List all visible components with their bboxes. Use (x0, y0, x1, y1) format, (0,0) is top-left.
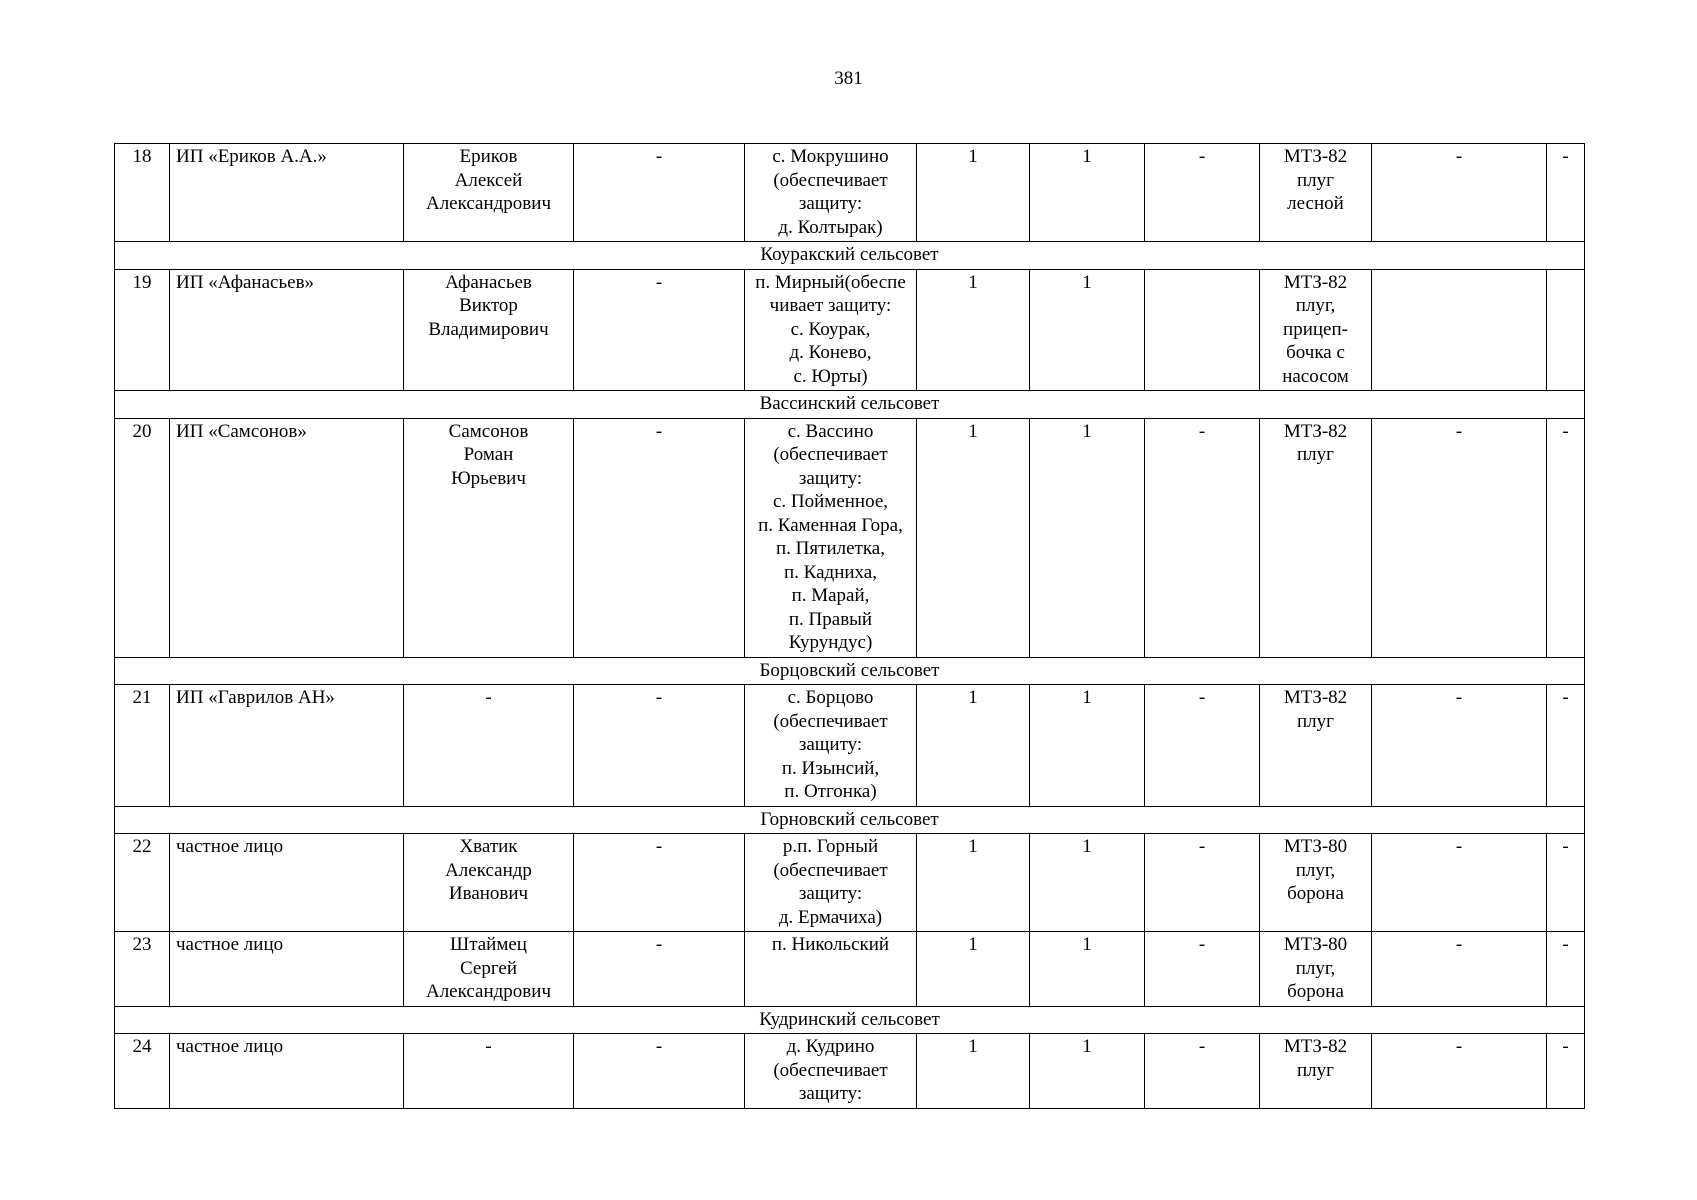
column-6-value: 1 (917, 685, 1030, 807)
location-line: д. Ермачиха) (778, 906, 883, 928)
column-4-value: - (574, 144, 745, 242)
contact-person-line: Александр (445, 859, 532, 881)
location (745, 1034, 917, 1109)
column-7-value: 1 (1030, 1034, 1145, 1109)
column-11-value: - (1547, 932, 1585, 1007)
contact-person-line: Самсонов (448, 420, 529, 442)
column-10-value: - (1372, 834, 1547, 932)
column-6-value: 1 (917, 834, 1030, 932)
equipment-line: МТЗ-80 (1283, 934, 1348, 955)
equipment (1260, 685, 1372, 807)
table-row (115, 932, 1585, 1007)
column-6-value: 1 (917, 144, 1030, 242)
contact-person-line: - (485, 687, 492, 708)
location-line: с. Коурак, (790, 318, 871, 340)
column-4-value: - (574, 269, 745, 391)
location (745, 269, 917, 391)
location-line: с. Вассино (787, 420, 874, 442)
contact-person-line: Сергей (460, 957, 517, 979)
contact-person-line: Александрович (425, 193, 552, 214)
location-line: п. Изынсий, (781, 757, 880, 779)
contact-person (404, 685, 574, 807)
equipment (1260, 144, 1372, 242)
equipment-line: плуг (1297, 169, 1334, 191)
contact-person-line: Александрович (425, 981, 552, 1002)
contact-person (404, 418, 574, 657)
equipment-line: борона (1287, 981, 1344, 1002)
column-8-value: - (1145, 932, 1260, 1007)
section-header-row (115, 806, 1585, 834)
organization-name: частное лицо (170, 932, 404, 1007)
location (745, 144, 917, 242)
equipment-line: плуг (1297, 710, 1334, 732)
table-row (115, 834, 1585, 932)
section-title: Кудринский сельсовет (115, 1006, 1585, 1034)
column-7-value: 1 (1030, 834, 1145, 932)
location-line: с. Пойменное, (772, 491, 889, 512)
column-8-value: - (1145, 144, 1260, 242)
location-line: Курундус) (788, 632, 873, 653)
contact-person-line: Хватик (459, 836, 518, 857)
location (745, 418, 917, 657)
equipment-line: прицеп- (1283, 318, 1348, 340)
location-line: (обеспечивает (773, 444, 888, 465)
contact-person (404, 932, 574, 1007)
column-7-value: 1 (1030, 144, 1145, 242)
contact-person-line: Владимирович (428, 318, 549, 340)
equipment-line: МТЗ-80 (1283, 836, 1348, 857)
location-line: п. Пятилетка, (776, 538, 885, 559)
section-title: Борцовский сельсовет (115, 657, 1585, 685)
location (745, 834, 917, 932)
row-number: 22 (115, 834, 170, 932)
organization-name: ИП «Самсонов» (170, 418, 404, 657)
location-line: с. Мокрушино (772, 146, 889, 167)
column-4-value: - (574, 932, 745, 1007)
location-line: (обеспечивает (773, 859, 888, 881)
column-11-value (1547, 269, 1585, 391)
equipment-line: МТЗ-82 (1283, 271, 1348, 293)
location (745, 932, 917, 1007)
organization-name: частное лицо (170, 834, 404, 932)
location-line: п. Каменная Гора, (758, 514, 903, 536)
column-6-value: 1 (917, 1034, 1030, 1109)
equipment-line: борона (1287, 883, 1344, 904)
equipment-line: лесной (1287, 193, 1344, 214)
column-10-value: - (1372, 418, 1547, 657)
section-title: Вассинский сельсовет (115, 391, 1585, 419)
section-title: Горновский сельсовет (115, 806, 1585, 834)
row-number: 23 (115, 932, 170, 1007)
row-number: 19 (115, 269, 170, 391)
location-line: (обеспечивает (773, 1059, 888, 1081)
location-line: д. Кудрино (786, 1036, 875, 1057)
location-line: (обеспечивает (773, 710, 888, 732)
column-6-value: 1 (917, 418, 1030, 657)
page-number: 381 (834, 68, 863, 89)
row-number: 21 (115, 685, 170, 807)
section-header-row (115, 657, 1585, 685)
column-4-value: - (574, 1034, 745, 1109)
location-line: защиту: (798, 193, 863, 214)
organization-name: ИП «Гаврилов АН» (170, 685, 404, 807)
column-6-value: 1 (917, 269, 1030, 391)
contact-person-line: Алексей (454, 169, 523, 191)
contact-person (404, 834, 574, 932)
location-line: с. Юрты) (793, 365, 868, 387)
contact-person-line: Штаймец (450, 934, 527, 955)
equipment-line: плуг (1297, 444, 1334, 465)
organization-name: ИП «Ериков А.А.» (170, 144, 404, 242)
section-header-row (115, 391, 1585, 419)
equipment-line: плуг (1297, 1059, 1334, 1081)
location-line: п. Никольский (771, 934, 890, 955)
contact-person (404, 269, 574, 391)
column-8-value: - (1145, 1034, 1260, 1109)
column-10-value: - (1372, 685, 1547, 807)
organization-name: частное лицо (170, 1034, 404, 1109)
contact-person-line: Виктор (459, 295, 518, 316)
equipment-line: МТЗ-82 (1283, 687, 1348, 708)
column-10-value: - (1372, 144, 1547, 242)
equipment (1260, 834, 1372, 932)
column-8-value: - (1145, 834, 1260, 932)
equipment-line: плуг, (1295, 295, 1336, 316)
location-line: п. Правый (788, 608, 873, 630)
location-line: защиту: (798, 883, 863, 904)
contact-person-line: Роман (463, 444, 514, 465)
location-line: п. Марай, (791, 585, 870, 606)
column-8-value: - (1145, 685, 1260, 807)
column-10-value: - (1372, 932, 1547, 1007)
location-line: защиту: (798, 734, 863, 755)
table-row (115, 1034, 1585, 1109)
column-6-value: 1 (917, 932, 1030, 1007)
column-7-value: 1 (1030, 932, 1145, 1007)
equipment-line: плуг, (1295, 859, 1336, 881)
table-row (115, 418, 1585, 657)
equipment (1260, 1034, 1372, 1109)
row-number: 20 (115, 418, 170, 657)
equipment-line: МТЗ-82 (1283, 420, 1348, 442)
column-10-value: - (1372, 1034, 1547, 1109)
location-line: чивает защиту: (769, 295, 892, 316)
equipment (1260, 932, 1372, 1007)
row-number: 24 (115, 1034, 170, 1109)
equipment-line: бочка с (1286, 342, 1345, 363)
location-line: д. Колтырак) (778, 216, 883, 238)
contact-person-line: - (485, 1036, 492, 1057)
contact-person-line: Ериков (459, 146, 518, 167)
column-8-value (1145, 269, 1260, 391)
table-row (115, 144, 1585, 242)
equipment-line: насосом (1282, 365, 1349, 387)
contact-person (404, 144, 574, 242)
section-title: Коуракский сельсовет (115, 242, 1585, 270)
section-header-row (115, 1006, 1585, 1034)
equipment-line: МТЗ-82 (1283, 146, 1348, 167)
table-row (115, 269, 1585, 391)
section-header-row (115, 242, 1585, 270)
column-10-value (1372, 269, 1547, 391)
column-7-value: 1 (1030, 418, 1145, 657)
column-11-value: - (1547, 418, 1585, 657)
table-row (115, 685, 1585, 807)
contact-person-line: Афанасьев (445, 271, 532, 293)
column-7-value: 1 (1030, 269, 1145, 391)
column-4-value: - (574, 685, 745, 807)
location-line: п. Мирный(обеспе (755, 271, 906, 293)
column-8-value: - (1145, 418, 1260, 657)
equipment (1260, 418, 1372, 657)
location-line: п. Отгонка) (784, 781, 877, 802)
column-11-value: - (1547, 685, 1585, 807)
column-7-value: 1 (1030, 685, 1145, 807)
contact-person (404, 1034, 574, 1109)
volunteer-equipment-table (114, 143, 1585, 1109)
location (745, 685, 917, 807)
column-11-value: - (1547, 144, 1585, 242)
location-line: с. Борцово (787, 687, 874, 708)
location-line: п. Кадниха, (784, 561, 877, 583)
contact-person-line: Иванович (448, 883, 529, 904)
equipment-line: плуг, (1295, 957, 1336, 979)
column-4-value: - (574, 418, 745, 657)
location-line: (обеспечивает (773, 169, 888, 191)
location-line: р.п. Горный (782, 836, 879, 857)
column-11-value: - (1547, 834, 1585, 932)
organization-name: ИП «Афанасьев» (170, 269, 404, 391)
location-line: защиту: (798, 467, 863, 489)
column-4-value: - (574, 834, 745, 932)
equipment-line: МТЗ-82 (1283, 1036, 1348, 1057)
location-line: защиту: (798, 1083, 863, 1104)
row-number: 18 (115, 144, 170, 242)
equipment (1260, 269, 1372, 391)
contact-person-line: Юрьевич (451, 467, 526, 489)
column-11-value: - (1547, 1034, 1585, 1109)
location-line: д. Конево, (789, 342, 872, 363)
